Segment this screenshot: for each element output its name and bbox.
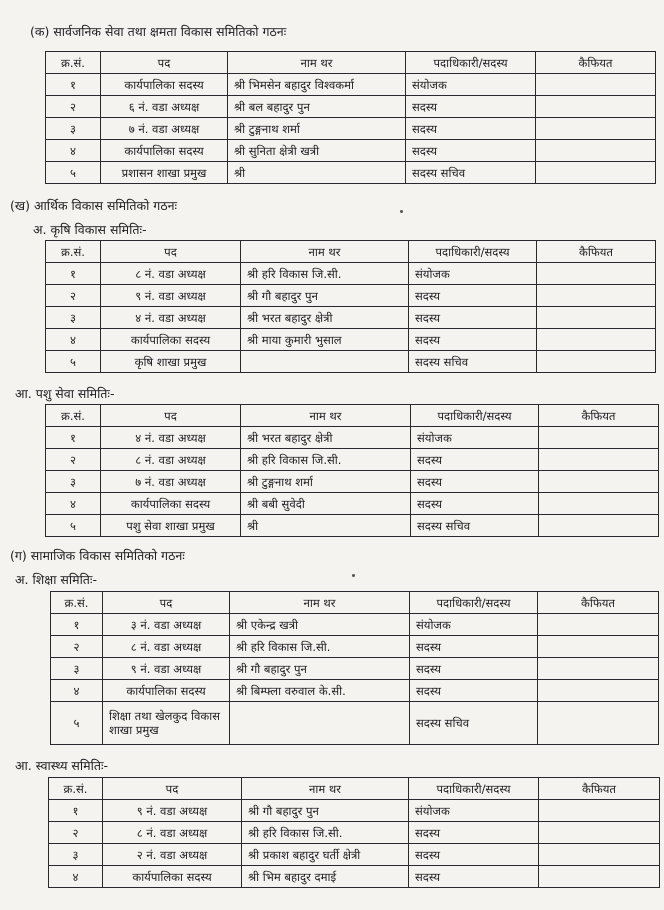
cell-remarks: [536, 118, 656, 140]
cell-role: संयोजक: [410, 614, 538, 636]
cell-post: ३ नं. वडा अध्यक्ष: [103, 614, 230, 636]
cell-remarks: [536, 74, 656, 96]
table-header-row: [51, 592, 659, 614]
col-header-post: पद: [101, 241, 241, 263]
cell-role: सदस्य: [406, 96, 536, 118]
cell-sn: १: [49, 800, 103, 822]
cell-sn: १: [51, 614, 103, 636]
table-row: [51, 614, 659, 636]
committee-table-education: [50, 591, 659, 745]
cell-name: श्री टुङ्गनाथ शर्मा: [241, 471, 411, 493]
col-header-post: पद: [101, 52, 228, 74]
cell-post: २ नं. वडा अध्यक्ष: [103, 844, 242, 866]
section-kha-heading: (ख) आर्थिक विकास समितिको गठनः: [10, 198, 178, 213]
cell-remarks: [537, 285, 656, 307]
cell-post: कार्यपालिका सदस्य: [103, 680, 230, 702]
table-row: [46, 74, 656, 96]
col-header-sn: क्र.सं.: [51, 592, 103, 614]
cell-post: ८ नं. वडा अध्यक्ष: [101, 449, 241, 471]
col-header-remarks: कैफियत: [536, 52, 656, 74]
cell-remarks: [539, 471, 659, 493]
cell-post: कार्यपालिका सदस्य: [101, 329, 241, 351]
cell-sn: ३: [46, 307, 101, 329]
table-row: [51, 636, 659, 658]
cell-sn: १: [46, 427, 101, 449]
cell-name: श्री भरत बहादुर क्षेत्री: [241, 307, 409, 329]
cell-post: ८ नं. वडा अध्यक्ष: [101, 263, 241, 285]
cell-sn: ३: [46, 118, 101, 140]
col-header-sn: क्र.सं.: [49, 778, 103, 800]
cell-role: सदस्य सचिव: [406, 162, 536, 184]
cell-role: सदस्य सचिव: [409, 351, 537, 373]
cell-remarks: [537, 263, 656, 285]
cell-name: [230, 702, 410, 745]
cell-name: श्री भिम बहादुर दमाई: [242, 866, 409, 888]
subsection-agriculture-heading: अ. कृषि विकास समितिः-: [33, 222, 147, 237]
cell-sn: ४: [46, 329, 101, 351]
cell-name: श्री गौ बहादुर पुन: [242, 800, 409, 822]
cell-post: कार्यपालिका सदस्य: [101, 74, 228, 96]
cell-sn: १: [46, 74, 101, 96]
cell-sn: ३: [49, 844, 103, 866]
cell-remarks: [538, 680, 659, 702]
table-row: [46, 162, 656, 184]
table-row: [49, 822, 660, 844]
cell-post: ४ नं. वडा अध्यक्ष: [101, 427, 241, 449]
table-row: [46, 140, 656, 162]
committee-table-agriculture: [45, 240, 656, 373]
cell-post: ९ नं. वडा अध्यक्ष: [103, 800, 242, 822]
table-row: [46, 96, 656, 118]
cell-remarks: [537, 307, 656, 329]
col-header-role: पदाधिकारी/सदस्य: [410, 592, 538, 614]
cell-remarks: [539, 449, 659, 471]
cell-sn: २: [46, 96, 101, 118]
cell-post: कार्यपालिका सदस्य: [103, 866, 242, 888]
cell-remarks: [539, 800, 660, 822]
table-header-row: [49, 778, 660, 800]
cell-name: श्री हरि विकास जि.सी.: [242, 822, 409, 844]
table-row: [46, 515, 659, 537]
section-ga-heading: (ग) सामाजिक विकास समितिको गठनः: [10, 548, 185, 563]
cell-name: श्री हरि विकास जि.सी.: [230, 636, 410, 658]
col-header-sn: क्र.सं.: [46, 405, 101, 427]
col-header-remarks: कैफियत: [538, 592, 659, 614]
cell-role: सदस्य: [409, 844, 539, 866]
cell-remarks: [539, 822, 660, 844]
table-row: [51, 702, 659, 745]
cell-remarks: [539, 844, 660, 866]
cell-role: सदस्य: [410, 658, 538, 680]
cell-post: शिक्षा तथा खेलकुद विकास शाखा प्रमुख: [103, 702, 230, 745]
cell-role: सदस्य: [411, 493, 539, 515]
cell-post: कृषि शाखा प्रमुख: [101, 351, 241, 373]
table-row: [46, 449, 659, 471]
col-header-name: नाम थर: [241, 405, 411, 427]
cell-sn: ५: [46, 515, 101, 537]
cell-name: श्री भिमसेन बहादुर विश्वकर्मा: [228, 74, 406, 96]
col-header-role: पदाधिकारी/सदस्य: [409, 778, 539, 800]
col-header-remarks: कैफियत: [539, 405, 659, 427]
col-header-sn: क्र.सं.: [46, 52, 101, 74]
cell-post: प्रशासन शाखा प्रमुख: [101, 162, 228, 184]
subsection-health-heading: आ. स्वास्थ्य समितिः-: [15, 758, 108, 773]
col-header-role: पदाधिकारी/सदस्य: [411, 405, 539, 427]
col-header-name: नाम थर: [242, 778, 409, 800]
cell-name: श्री गौ बहादुर पुन: [230, 658, 410, 680]
cell-name: श्री गौ बहादुर पुन: [241, 285, 409, 307]
cell-sn: २: [46, 449, 101, 471]
cell-sn: ४: [49, 866, 103, 888]
cell-role: सदस्य: [409, 866, 539, 888]
committee-table-health: [48, 777, 660, 888]
table-row: [46, 329, 656, 351]
cell-name: श्री बबी सुवेदी: [241, 493, 411, 515]
col-header-remarks: कैफियत: [539, 778, 660, 800]
committee-table-public-service: [45, 51, 656, 184]
cell-role: सदस्य: [406, 118, 536, 140]
cell-role: सदस्य: [409, 822, 539, 844]
cell-remarks: [538, 658, 659, 680]
cell-remarks: [537, 329, 656, 351]
table-header-row: [46, 52, 656, 74]
cell-role: सदस्य: [411, 449, 539, 471]
cell-post: कार्यपालिका सदस्य: [101, 140, 228, 162]
cell-role: सदस्य: [410, 680, 538, 702]
cell-role: सदस्य: [411, 471, 539, 493]
cell-remarks: [539, 493, 659, 515]
cell-role: सदस्य: [409, 307, 537, 329]
cell-name: श्री हरि विकास जि.सी.: [241, 263, 409, 285]
cell-name: श्री: [228, 162, 406, 184]
col-header-sn: क्र.सं.: [46, 241, 101, 263]
cell-name: श्री माया कुमारी भुसाल: [241, 329, 409, 351]
cell-role: संयोजक: [409, 800, 539, 822]
subsection-education-heading: अ. शिक्षा समितिः-: [15, 572, 97, 587]
cell-name: श्री बल बहादुर पुन: [228, 96, 406, 118]
cell-role: सदस्य: [410, 636, 538, 658]
cell-role: सदस्य सचिव: [410, 702, 538, 745]
table-row: [51, 658, 659, 680]
cell-remarks: [539, 866, 660, 888]
cell-sn: ४: [46, 140, 101, 162]
cell-remarks: [537, 351, 656, 373]
cell-role: संयोजक: [406, 74, 536, 96]
cell-name: श्री हरि विकास जि.सी.: [241, 449, 411, 471]
cell-name: श्री सुनिता क्षेत्री खत्री: [228, 140, 406, 162]
cell-sn: ३: [46, 471, 101, 493]
cell-role: सदस्य: [409, 285, 537, 307]
cell-sn: २: [51, 636, 103, 658]
cell-name: [241, 351, 409, 373]
cell-post: ८ नं. वडा अध्यक्ष: [103, 822, 242, 844]
cell-post: पशु सेवा शाखा प्रमुख: [101, 515, 241, 537]
cell-sn: ५: [46, 162, 101, 184]
cell-role: संयोजक: [409, 263, 537, 285]
cell-post: ७ नं. वडा अध्यक्ष: [101, 118, 228, 140]
table-header-row: [46, 241, 656, 263]
table-row: [46, 493, 659, 515]
cell-role: सदस्य: [406, 140, 536, 162]
table-row: [46, 263, 656, 285]
cell-post: ९ नं. वडा अध्यक्ष: [101, 285, 241, 307]
cell-sn: २: [49, 822, 103, 844]
table-row: [51, 680, 659, 702]
col-header-post: पद: [103, 778, 242, 800]
col-header-post: पद: [101, 405, 241, 427]
cell-sn: ५: [51, 702, 103, 745]
scan-speck: [352, 574, 355, 577]
cell-name: श्री टुङ्गनाथ शर्मा: [228, 118, 406, 140]
cell-role: सदस्य: [409, 329, 537, 351]
cell-remarks: [539, 427, 659, 449]
table-row: [46, 427, 659, 449]
table-row: [46, 118, 656, 140]
cell-post: ९ नं. वडा अध्यक्ष: [103, 658, 230, 680]
committee-table-livestock: [45, 404, 659, 537]
cell-remarks: [538, 636, 659, 658]
cell-remarks: [538, 614, 659, 636]
cell-sn: ४: [51, 680, 103, 702]
table-row: [46, 285, 656, 307]
col-header-name: नाम थर: [228, 52, 406, 74]
cell-remarks: [536, 162, 656, 184]
col-header-role: पदाधिकारी/सदस्य: [409, 241, 537, 263]
table-row: [49, 800, 660, 822]
cell-post: ८ नं. वडा अध्यक्ष: [103, 636, 230, 658]
cell-name: श्री एकेन्द्र खत्री: [230, 614, 410, 636]
cell-role: सदस्य सचिव: [411, 515, 539, 537]
cell-post: ७ नं. वडा अध्यक्ष: [101, 471, 241, 493]
table-row: [49, 866, 660, 888]
col-header-role: पदाधिकारी/सदस्य: [406, 52, 536, 74]
cell-sn: २: [46, 285, 101, 307]
cell-remarks: [536, 140, 656, 162]
scan-speck: [400, 210, 403, 213]
cell-name: श्री प्रकाश बहादुर घर्ती क्षेत्री: [242, 844, 409, 866]
table-header-row: [46, 405, 659, 427]
col-header-remarks: कैफियत: [537, 241, 656, 263]
cell-post: कार्यपालिका सदस्य: [101, 493, 241, 515]
table-row: [49, 844, 660, 866]
cell-sn: १: [46, 263, 101, 285]
subsection-livestock-heading: आ. पशु सेवा समितिः-: [15, 386, 115, 401]
cell-role: संयोजक: [411, 427, 539, 449]
cell-post: ६ नं. वडा अध्यक्ष: [101, 96, 228, 118]
col-header-post: पद: [103, 592, 230, 614]
cell-sn: ३: [51, 658, 103, 680]
col-header-name: नाम थर: [230, 592, 410, 614]
table-row: [46, 351, 656, 373]
cell-name: श्री भरत बहादुर क्षेत्री: [241, 427, 411, 449]
cell-remarks: [538, 702, 659, 745]
table-row: [46, 307, 656, 329]
cell-post: ४ नं. वडा अध्यक्ष: [101, 307, 241, 329]
cell-remarks: [539, 515, 659, 537]
cell-name: श्री बिम्फ्ला वरुवाल के.सी.: [230, 680, 410, 702]
cell-sn: ४: [46, 493, 101, 515]
cell-sn: ५: [46, 351, 101, 373]
col-header-name: नाम थर: [241, 241, 409, 263]
cell-remarks: [536, 96, 656, 118]
cell-name: श्री: [241, 515, 411, 537]
section-ka-heading: (क) सार्वजनिक सेवा तथा क्षमता विकास समितिको गठनः: [30, 24, 287, 39]
table-row: [46, 471, 659, 493]
